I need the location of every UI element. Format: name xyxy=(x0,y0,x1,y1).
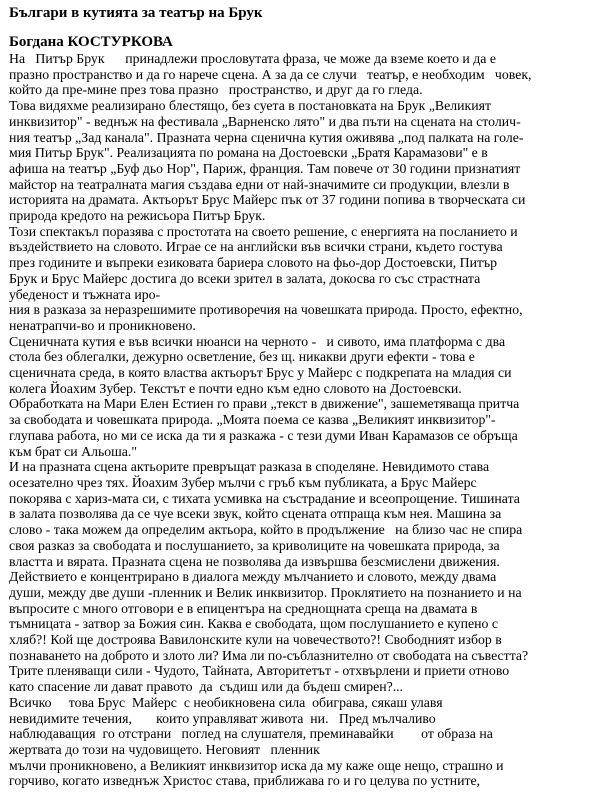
text-line: осезателно чрез тях. Йоахим Зубер мълчи с гръб към публиката, а Брус Майерс xyxy=(9,474,477,490)
text-line: през годините и въпреки езиковата бариера словото на фьо-дор Достоевски, Питър xyxy=(9,255,498,271)
text-line: в залата позволява да се чуе всеки звук, който сцената отпраща към нея. Машина за xyxy=(9,506,502,522)
text-line: историята на драмата. Актьорът Брус Майерс пък от 37 години попива в творческата си xyxy=(9,192,526,208)
document-author: Богдана КОСТУРКОВА xyxy=(9,34,173,50)
text-line: мълчи проникновено, а Великият инквизитор иска да му каже още нещо, страшно и xyxy=(9,757,504,773)
text-line: Действието е концентрирано в диалога между мълчанието и словото, между двама xyxy=(9,569,497,585)
text-line: празно пространство и да го нарече сцена. А за да се случи театър, е необходим човек, xyxy=(9,66,532,82)
text-line: души, между две души -пленник и Велик инквизитор. Проклятието на познанието и на xyxy=(9,584,522,600)
text-line: сценичната среда, в която властва актьорът Брус у Майерс с подкрепата на младия си xyxy=(9,365,512,381)
text-line: ния театър „Зад канала". Празната черна сценична кутия оживява „под палката на голе- xyxy=(9,129,524,145)
text-line: глупава работа, но ми се иска да ти я разкажа - с тези думи Иван Карамазов се обръща xyxy=(9,427,518,443)
text-line: за свободата и човешката природа. „Моята поема се казва „Великият инквизитор"- xyxy=(9,412,496,428)
text-line: Трите пленяващи сили - Чудото, Тайната, Авторитетът - отхвърлени и приети отново xyxy=(9,663,510,679)
text-line: Брук и Брус Майерс достига до всеки зрител в залата, докосва го със страстната xyxy=(9,270,481,286)
text-line: колега Йоахим Зубер. Текстът е почти едно към едно словото на Достоевски. xyxy=(9,380,462,396)
text-line: убеденост и тъжната иро- xyxy=(9,286,161,302)
text-line: Всичко това Брус Майерс с необикновена сила обиграва, сякаш улавя xyxy=(9,694,443,710)
text-line: Този спектакъл поразява с простотата на своето решение, с енергията на посланието и xyxy=(9,223,518,239)
text-line: властта и вярата. Празната сцена не позволява да извършва безсмислени движения. xyxy=(9,553,500,569)
document-title: Българи в кутията за театър на Брук xyxy=(9,5,263,21)
text-line: въздействието на словото. Играе се на английски във всички страни, където гостува xyxy=(9,239,503,255)
text-line: стола без облегалки, дежурно осветление, без щ. никакви други ефекти - това е xyxy=(9,349,475,365)
text-line: горчиво, когато изведнъж Христос става, приближава го и го целува по устните, xyxy=(9,773,481,789)
text-line: ния в разказа за неразрешимите противоречия на човешката природа. Просто, ефектно, xyxy=(9,302,523,318)
text-line: мия Питър Брук". Реализацията по романа на Достоевски „Братя Карамазови" е в xyxy=(9,145,488,161)
text-line: наблюдаващия го отстрани поглед на слушателя, преминавайки от образа на xyxy=(9,726,493,742)
text-line: към брат си Альоша." xyxy=(9,443,138,459)
text-line: Обработката на Мари Елен Естиен го прави „текст в движение", зашеметяваща притча xyxy=(9,396,520,412)
text-line: майстор на театралната магия създава едни от най-значимите си продукции, влезли в xyxy=(9,176,510,192)
text-line: И на празната сцена актьорите превръщат разказа в споделяне. Невидимото става xyxy=(9,459,490,475)
text-line: покорява с хариз-мата си, с тихата усмивка на състрадание и всеопрощение. Тишината xyxy=(9,490,520,506)
text-line: Това видяхме реализирано блестящо, без суета в постановката на Брук „Великият xyxy=(9,98,491,114)
document-body xyxy=(9,51,592,789)
text-line: тъмницата - затвор за Божия син. Каква е свободата, щом послушанието е купено с xyxy=(9,616,498,632)
text-line: жертвата до този на чудовището. Неговият пленник xyxy=(9,741,320,757)
text-line: афиша на театър „Буф дьо Нор", Париж, франция. Там повече от 30 години признатият xyxy=(9,160,521,176)
text-line: На Питър Брук принадлежи прословутата фраза, че може да вземе което и да е xyxy=(9,51,496,66)
text-line: ненатрапчи-во и проникновено. xyxy=(9,317,196,333)
text-line: природа кредото на режисьора Питър Брук. xyxy=(9,208,266,224)
text-line: своя разказ за свободата и послушанието, за криволиците на човешката природа, за xyxy=(9,537,500,553)
text-line: Сценичната кутия е във всички нюанси на черното - и сивото, има платформа с два xyxy=(9,333,506,349)
text-line: като спасение ли дават правото да съдиш или да бъдеш смирен?... xyxy=(9,679,404,695)
text-line: невидимите течения, които управляват живота ни. Пред мълчаливо xyxy=(9,710,436,726)
text-line: познаването на доброто и злото ли? Има ли по-съблазнително от свободата на съвестта? xyxy=(9,647,529,663)
text-line: инквизитор" - веднъж на фестивала „Варненско лято" и два пъти на сцената на столич- xyxy=(9,113,521,129)
text-line: хляб?! Кой ще достроява Вавилонските кули на човечеството?! Свободният избор в xyxy=(9,632,502,648)
text-line: който да пре-мине през това празно пространство, и друг да го гледа. xyxy=(9,82,423,98)
text-line: слово - така можем да определим актьора, който в продължение на близо час не спира xyxy=(9,522,523,538)
text-line: въпросите с много отговори е в епицентъра на среднощната среща на двамата в xyxy=(9,600,478,616)
